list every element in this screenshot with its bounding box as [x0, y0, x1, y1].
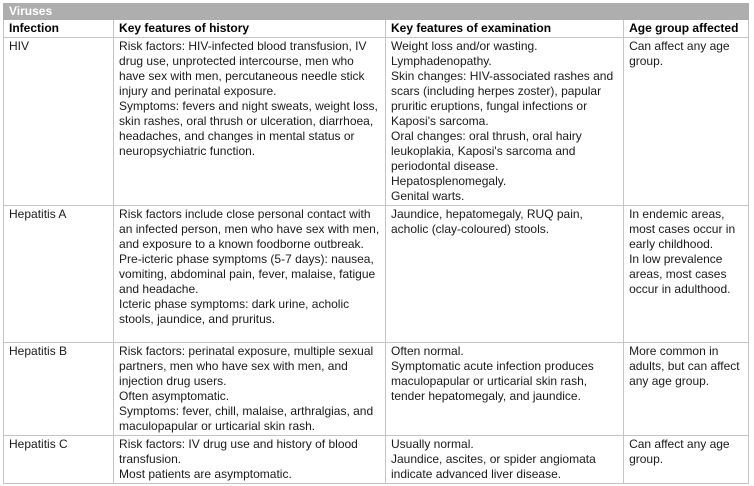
infection-cell: Hepatitis B — [4, 343, 114, 436]
table-row-hiv — [4, 38, 749, 206]
table-title-row — [4, 4, 749, 20]
history-line: Often asymptomatic. — [119, 389, 230, 403]
table-row-hepatitis-b — [4, 343, 749, 436]
history-cell — [114, 206, 386, 343]
age-group-cell — [624, 436, 749, 484]
infection-cell: Hepatitis A — [4, 206, 114, 343]
column-header-infection: Infection — [4, 20, 114, 38]
examination-line: Jaundice, ascites, or spider angiomata indicate advanced liver disease. — [391, 452, 596, 481]
history-line: Risk factors include close personal contact with an infected person, men who have sex with men, and exposure to a known foodborne outbreak. — [119, 207, 380, 251]
column-header-history: Key features of history — [114, 20, 386, 38]
history-line: Symptoms: fever, chill, malaise, arthralgias, and maculopapular or urticarial skin rash. — [119, 404, 374, 433]
history-line: Most patients are asymptomatic. — [119, 467, 292, 481]
age-group-line: Can affect any age group. — [629, 437, 730, 466]
history-cell — [114, 343, 386, 436]
examination-line: Jaundice, hepatomegaly, RUQ pain, acholic (clay-coloured) stools. — [391, 207, 583, 236]
viruses-table — [3, 3, 749, 484]
history-cell — [114, 436, 386, 484]
column-header-age-group: Age group affected — [624, 20, 749, 38]
examination-line: Weight loss and/or wasting. — [391, 39, 538, 53]
examination-line: Genital warts. — [391, 189, 465, 203]
examination-cell — [386, 436, 624, 484]
column-header-examination: Key features of examination — [386, 20, 624, 38]
table-title: Viruses — [4, 4, 749, 20]
history-cell — [114, 38, 386, 206]
examination-cell — [386, 38, 624, 206]
age-group-line: In endemic areas, most cases occur in early childhood. — [629, 207, 736, 251]
age-group-cell — [624, 206, 749, 343]
examination-line: Often normal. — [391, 344, 464, 358]
examination-line: Oral changes: oral thrush, oral hairy leukoplakia, Kaposi's sarcoma and periodontal disease. — [391, 129, 582, 173]
history-line: Risk factors: IV drug use and history of blood transfusion. — [119, 437, 358, 466]
examination-line: Skin changes: HIV-associated rashes and scars (including herpes zoster), papular pruritic eruptions, fungal infections or Kaposi's sarcoma. — [391, 69, 614, 128]
history-line: Icteric phase symptoms: dark urine, acholic stools, jaundice, and pruritus. — [119, 297, 350, 326]
infection-cell: Hepatitis C — [4, 436, 114, 484]
examination-line: Hepatosplenomegaly. — [391, 174, 507, 188]
history-line: Risk factors: perinatal exposure, multiple sexual partners, men who have sex with men, and injection drug users. — [119, 344, 374, 388]
age-group-line: More common in adults, but can affect any age group. — [629, 344, 740, 388]
history-line: Symptoms: fevers and night sweats, weight loss, skin rashes, oral thrush or ulceration, diarrhoea, headaches, and changes in mental status or neuropsychiatric function. — [119, 99, 378, 158]
history-line: Pre-icteric phase symptoms (5-7 days): nausea, vomiting, abdominal pain, fever, malaise, fatigue and headache. — [119, 252, 376, 296]
age-group-cell — [624, 343, 749, 436]
table-row-hepatitis-c — [4, 436, 749, 484]
history-line: Risk factors: HIV-infected blood transfusion, IV drug use, unprotected intercourse, men who have sex with men, percutaneous needle stick injury and perinatal exposure. — [119, 39, 367, 98]
examination-line: Usually normal. — [391, 437, 474, 451]
column-header-row — [4, 20, 749, 38]
examination-cell — [386, 343, 624, 436]
examination-line: Symptomatic acute infection produces maculopapular or urticarial skin rash, tender hepatomegaly, and jaundice. — [391, 359, 594, 403]
examination-cell — [386, 206, 624, 343]
age-group-line: Can affect any age group. — [629, 39, 730, 68]
age-group-line: In low prevalence areas, most cases occur in adulthood. — [629, 252, 731, 296]
table-row-hepatitis-a — [4, 206, 749, 343]
age-group-cell — [624, 38, 749, 206]
infection-cell: HIV — [4, 38, 114, 206]
examination-line: Lymphadenopathy. — [391, 54, 492, 68]
